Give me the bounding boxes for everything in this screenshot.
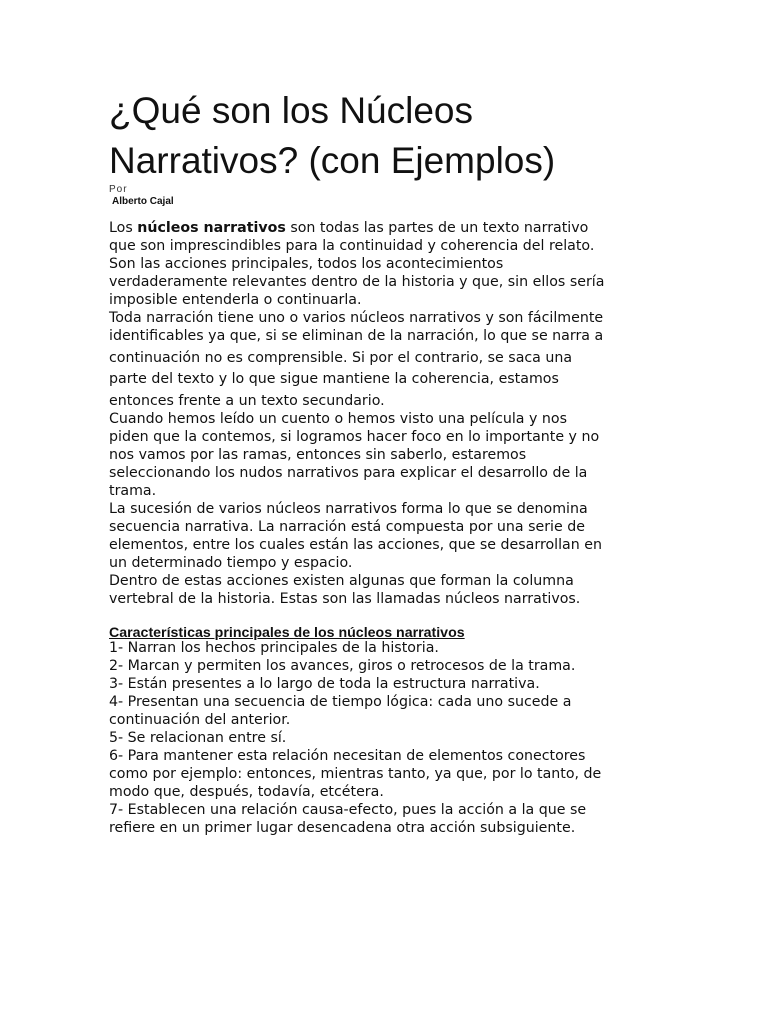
text-line: imposible entenderla o continuarla. <box>109 292 362 308</box>
list-item: 7- Establecen una relación causa-efecto, pues la acción a la que se <box>109 802 587 818</box>
list-item: modo que, después, todavía, etcétera. <box>109 784 384 800</box>
intro-first-line <box>109 219 669 237</box>
article-title: ¿Qué son los Núcleos Narrativos? (con Ejemplos) <box>109 90 556 181</box>
text-line: elementos, entre los cuales están las acciones, que se desarrollan en <box>109 537 602 553</box>
text-line: identificables ya que, si se eliminan de la narración, lo que se narra a <box>109 328 604 344</box>
text-line: Toda narración tiene uno o varios núcleos narrativos y son fácilmente <box>109 310 604 326</box>
list-item: 2- Marcan y permiten los avances, giros o retrocesos de la trama. <box>109 658 576 674</box>
characteristics-list <box>109 639 669 837</box>
paragraph-3 <box>109 410 669 608</box>
intro-lead-rest: son todas las partes de un texto narrativo <box>285 220 589 236</box>
text-line: parte del texto y lo que sigue mantiene la coherencia, estamos <box>109 371 559 387</box>
list-item: 3- Están presentes a lo largo de toda la estructura narrativa. <box>109 676 540 692</box>
text-line: que son imprescindibles para la continuidad y coherencia del relato. <box>109 238 595 254</box>
list-item: como por ejemplo: entonces, mientras tanto, ya que, por lo tanto, de <box>109 766 602 782</box>
text-line: seleccionando los nudos narrativos para explicar el desarrollo de la <box>109 465 588 481</box>
text-line: nos vamos por las ramas, entonces sin saberlo, estaremos <box>109 447 527 463</box>
text-line: Son las acciones principales, todos los acontecimientos <box>109 256 504 272</box>
text-line: Dentro de estas acciones existen algunas que forman la columna <box>109 573 574 589</box>
characteristics-heading: Características principales de los núcleos narrativos <box>109 625 465 641</box>
list-item: 5- Se relacionan entre sí. <box>109 730 287 746</box>
list-item: 1- Narran los hechos principales de la historia. <box>109 640 439 656</box>
text-line: La sucesión de varios núcleos narrativos forma lo que se denomina <box>109 501 588 517</box>
text-line: vertebral de la historia. Estas son las llamadas núcleos narrativos. <box>109 591 581 607</box>
list-item: refiere en un primer lugar desencadena otra acción subsiguiente. <box>109 820 576 836</box>
text-line: un determinado tiempo y espacio. <box>109 555 353 571</box>
intro-lead-plain: Los <box>109 220 138 236</box>
text-line: verdaderamente relevantes dentro de la historia y que, sin ellos sería <box>109 274 605 290</box>
text-line: trama. <box>109 483 157 499</box>
text-line: continuación no es comprensible. Si por el contrario, se saca una <box>109 349 573 366</box>
intro-paragraph <box>109 219 669 327</box>
byline-author[interactable]: Alberto Cajal <box>112 196 174 207</box>
intro-lead-bold: núcleos narrativos <box>137 220 286 236</box>
text-line: piden que la contemos, si logramos hacer foco en lo importante y no <box>109 429 600 445</box>
text-line: secuencia narrativa. La narración está compuesta por una serie de <box>109 519 585 535</box>
byline-prefix: Por <box>109 184 128 195</box>
text-line: Cuando hemos leído un cuento o hemos visto una película y nos <box>109 411 567 427</box>
text-line: entonces frente a un texto secundario. <box>109 392 385 409</box>
list-item: continuación del anterior. <box>109 712 291 728</box>
list-item: 6- Para mantener esta relación necesitan de elementos conectores <box>109 748 586 764</box>
paragraph-2 <box>109 326 669 412</box>
list-item: 4- Presentan una secuencia de tiempo lógica: cada uno sucede a <box>109 694 572 710</box>
